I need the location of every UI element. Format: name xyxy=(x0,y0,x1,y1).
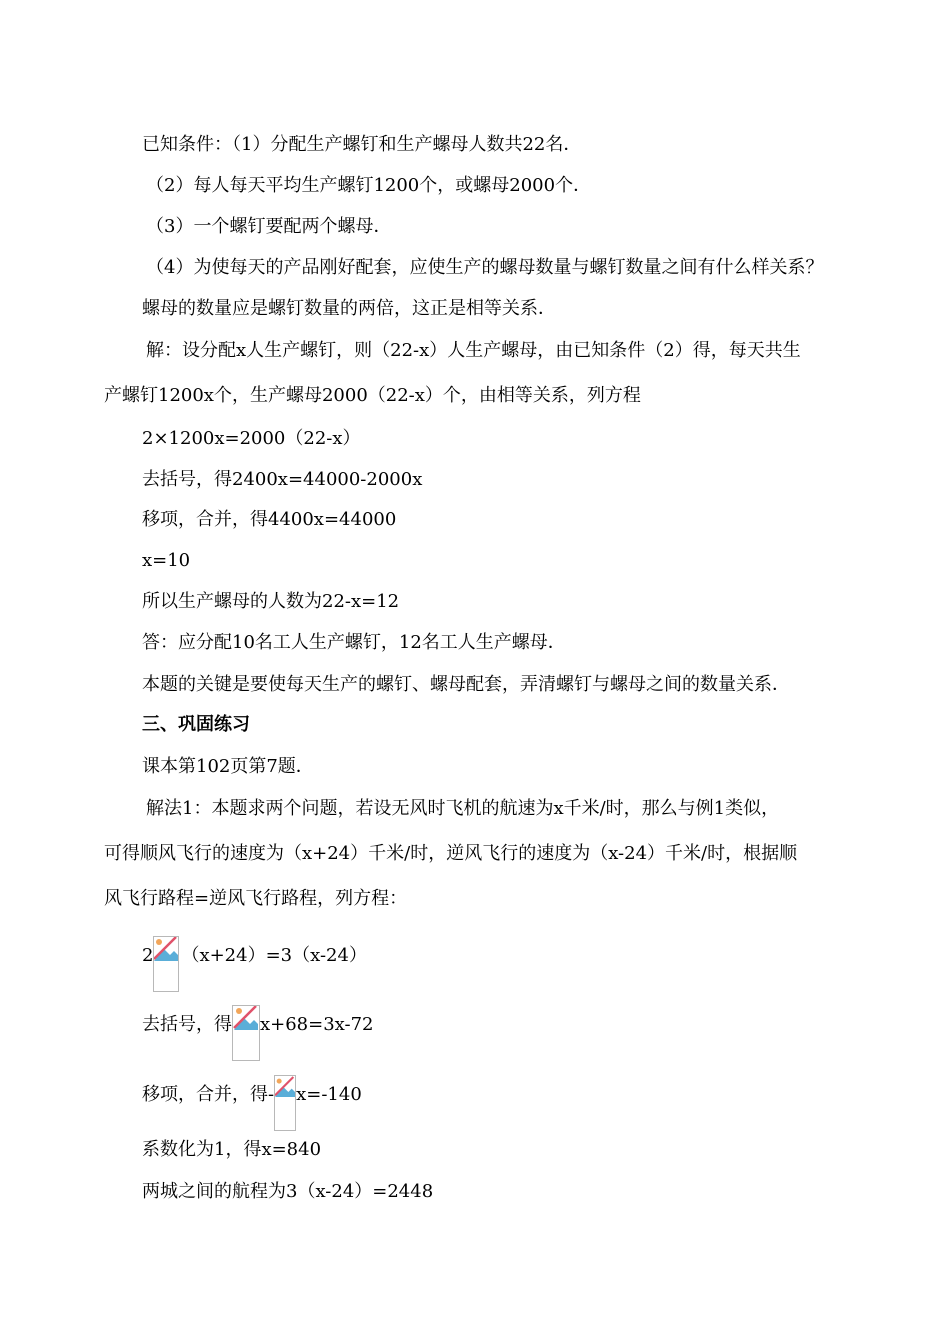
image-placeholder-icon xyxy=(233,1006,259,1030)
text-line: 解：设分配x人生产螺钉，则（22-x）人生产螺母，由已知条件（2）得，每天共生 xyxy=(146,340,801,361)
answer-line: 答：应分配10名工人生产螺钉，12名工人生产螺母． xyxy=(142,632,566,653)
text-line: 螺母的数量应是螺钉数量的两倍，这正是相等关系． xyxy=(142,298,556,319)
equation-prefix: 移项，合并，得- xyxy=(142,1084,275,1105)
text-line: 所以生产螺母的人数为22-x=12 xyxy=(142,591,400,612)
equation-prefix: 2 xyxy=(142,945,154,966)
text-line: （3）一个螺钉要配两个螺母． xyxy=(146,216,392,237)
section-heading: 三、巩固练习 xyxy=(142,714,250,735)
equation-line: 去括号，得2400x=44000-2000x xyxy=(142,469,423,490)
equation-line: x=10 xyxy=(142,550,191,571)
text-line: 可得顺风飞行的速度为（x+24）千米/时，逆风飞行的速度为（x-24）千米/时，根据顺 xyxy=(104,843,798,864)
text-line: 解法1：本题求两个问题，若设无风时飞机的航速为x千米/时，那么与例1类似， xyxy=(146,798,780,819)
text-line: （2）每人每天平均生产螺钉1200个，或螺母2000个． xyxy=(146,175,592,196)
broken-image-icon xyxy=(232,1005,260,1061)
text-line: 课本第102页第7题． xyxy=(142,756,314,777)
broken-image-icon xyxy=(153,936,179,992)
equation-suffix: x=-140 xyxy=(296,1084,362,1105)
equation-line: 移项，合并，得4400x=44000 xyxy=(142,509,397,530)
text-line: 产螺钉1200x个，生产螺母2000（22-x）个，由相等关系，列方程 xyxy=(104,385,641,406)
text-line: 已知条件：（1）分配生产螺钉和生产螺母人数共22名． xyxy=(142,134,582,155)
equation-prefix: 去括号，得 xyxy=(142,1014,232,1035)
text-line: 本题的关键是要使每天生产的螺钉、螺母配套，弄清螺钉与螺母之间的数量关系． xyxy=(142,674,790,695)
equation-suffix: （x+24）=3（x-24） xyxy=(181,945,367,966)
equation-line: 2×1200x=2000（22-x） xyxy=(142,428,361,449)
text-line: 风飞行路程=逆风飞行路程，列方程： xyxy=(104,888,408,909)
broken-image-icon xyxy=(274,1075,296,1131)
image-placeholder-icon xyxy=(154,937,178,961)
equation-line: 系数化为1，得x=840 xyxy=(142,1139,322,1160)
equation-line xyxy=(142,1013,374,1061)
equation-suffix: x+68=3x-72 xyxy=(260,1014,374,1035)
image-placeholder-icon xyxy=(275,1076,295,1098)
text-line: （4）为使每天的产品刚好配套，应使生产的螺母数量与螺钉数量之间有什么样关系？ xyxy=(146,257,824,278)
text-line: 两城之间的航程为3（x-24）=2448 xyxy=(142,1181,434,1202)
equation-line xyxy=(142,1083,362,1131)
equation-line xyxy=(142,944,367,992)
